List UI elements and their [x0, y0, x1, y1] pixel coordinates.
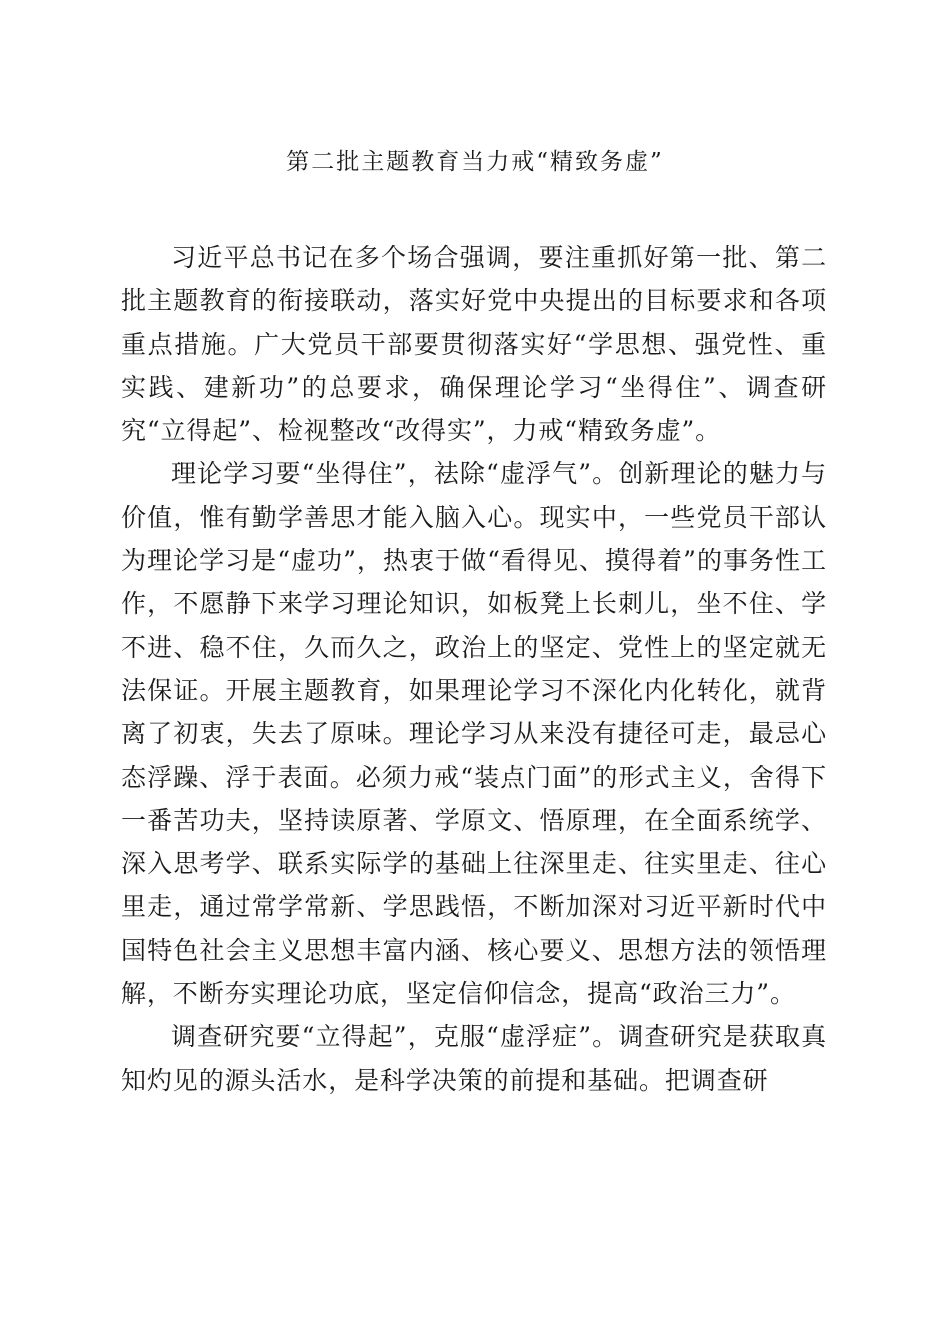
paragraph-investigation: 调查研究要“立得起”，克服“虚浮症”。调查研究是获取真知灼见的源头活水，是科学决策的前提和基础。把调查研: [121, 1022, 827, 1095]
document-title: 第二批主题教育当力戒“精致务虚”: [286, 149, 664, 175]
document-body: [121, 236, 827, 1102]
paragraph-theory-study: 理论学习要“坐得住”，祛除“虚浮气”。创新理论的魅力与价值，惟有勤学善思才能入脑入心。现实中，一些党员干部认为理论学习是“虚功”，热衷于做“看得见、摸得着”的事务性工作，不愿静下来学习理论知识，如板凳上长刺儿，坐不住、学不进、稳不住，久而久之，政治上的坚定、党性上的坚定就无法保证。开展主题教育，如果理论学习不深化内化转化，就背离了初衷，失去了原味。理论学习从来没有捷径可走，最忌心态浮躁、浮于表面。必须力戒“装点门面”的形式主义，舍得下一番苦功夫，坚持读原著、学原文、悟原理，在全面系统学、深入思考学、联系实际学的基础上往深里走、往实里走、往心里走，通过常学常新、学思践悟，不断加深对习近平新时代中国特色社会主义思想丰富内涵、核心要义、思想方法的领悟理解，不断夯实理论功底，坚定信仰信念，提高“政治三力”。: [121, 459, 827, 1009]
paragraph-intro: 习近平总书记在多个场合强调，要注重抓好第一批、第二批主题教育的衔接联动，落实好党中央提出的目标要求和各项重点措施。广大党员干部要贯彻落实好“学思想、强党性、重实践、建新功”的总要求，确保理论学习“坐得住”、调查研究“立得起”、检视整改“改得实”，力戒“精致务虚”。: [121, 243, 827, 446]
